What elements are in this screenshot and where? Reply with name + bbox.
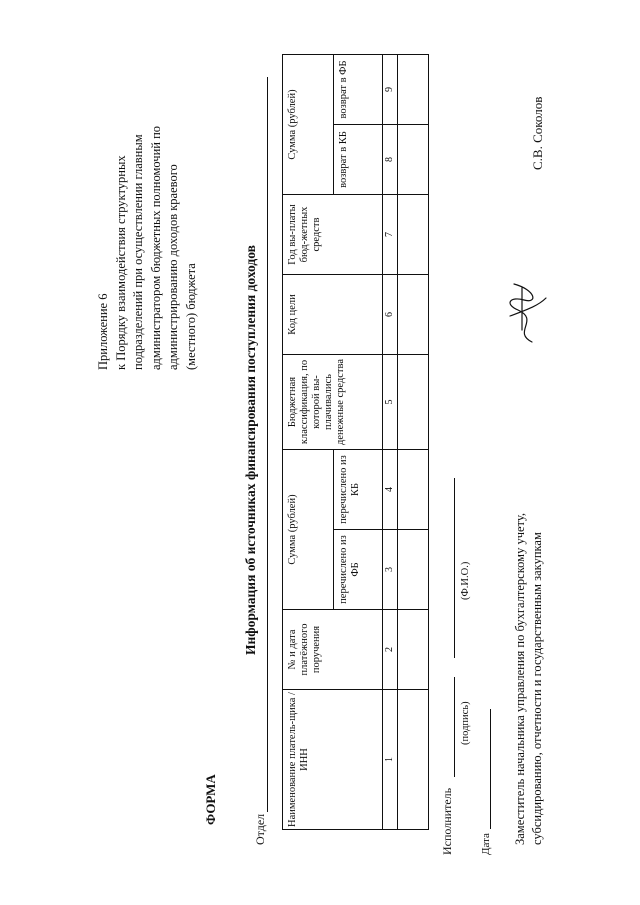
date-label: Дата <box>480 833 492 855</box>
signature-line <box>454 677 455 777</box>
appendix-line: (местного) бюджета <box>183 263 198 370</box>
column-number: 1 <box>383 690 398 830</box>
appendix-line: Приложение 6 <box>96 293 110 370</box>
table-row <box>398 55 429 830</box>
table-cell <box>398 275 429 355</box>
handwritten-signature <box>492 270 552 350</box>
table-cell <box>398 530 429 610</box>
header-returned-kb: возврат в КБ <box>334 125 383 195</box>
executor-block <box>440 435 510 855</box>
appendix-line: к Порядку взаимодействия структурных <box>113 155 128 370</box>
table-cell <box>398 610 429 690</box>
column-number: 7 <box>383 195 398 275</box>
appendix-line: администрированию доходов краевого <box>166 164 180 370</box>
column-number: 8 <box>383 125 398 195</box>
table-header-row <box>283 55 334 830</box>
document-title: Информация об источниках финансирования поступления доходов <box>243 245 258 655</box>
table-cell <box>398 195 429 275</box>
executor-label: Исполнитель <box>440 787 454 855</box>
appendix-note <box>95 40 200 370</box>
signer-position-line: субсидированию, отчетности и государственным закупкам <box>530 532 544 845</box>
header-transferred-kb: перечислено из КБ <box>334 450 383 530</box>
date-line <box>490 709 491 829</box>
name-line <box>454 478 455 658</box>
table-cell <box>398 355 429 450</box>
header-year: Год вы-платы бюд-жетных средств <box>283 195 383 275</box>
signature-caption: (подпись) <box>460 701 471 745</box>
header-budget-classification: Бюджетная классификация, по которой вы-плачивались денежные средства <box>283 355 383 450</box>
department-field <box>253 77 268 845</box>
header-purpose-code: Код цели <box>283 275 383 355</box>
header-returned-fb: возврат в ФБ <box>334 55 383 125</box>
appendix-line: администратором бюджетных полномочий по <box>148 125 163 370</box>
form-label: ФОРМА <box>203 774 218 825</box>
column-number: 5 <box>383 355 398 450</box>
table-cell <box>398 690 429 830</box>
sources-table <box>282 54 429 830</box>
signer-position-line: Заместитель начальника управления по бухгалтерскому учету, <box>513 513 527 845</box>
header-sum-transferred: Сумма (рублей) <box>283 450 334 610</box>
column-number: 4 <box>383 450 398 530</box>
department-label: Отдел <box>253 813 267 845</box>
signer-position <box>512 425 546 845</box>
column-number: 6 <box>383 275 398 355</box>
header-transferred-fb: перечислено из ФБ <box>334 530 383 610</box>
name-caption: (Ф.И.О.) <box>460 561 471 600</box>
header-order: № и дата платёжного поручения <box>283 610 383 690</box>
column-number: 3 <box>383 530 398 610</box>
column-number-row <box>383 55 398 830</box>
department-line <box>254 77 268 812</box>
table-cell <box>398 125 429 195</box>
appendix-line: подразделений при осуществлении главным <box>131 134 145 370</box>
column-number: 2 <box>383 610 398 690</box>
table-cell <box>398 450 429 530</box>
header-sum-returned: Сумма (рублей) <box>283 55 334 195</box>
signer-name: С.В. Соколов <box>530 96 545 170</box>
column-number: 9 <box>383 55 398 125</box>
table-cell <box>398 55 429 125</box>
header-payer: Наименование платель-щика /ИНН <box>283 690 383 830</box>
